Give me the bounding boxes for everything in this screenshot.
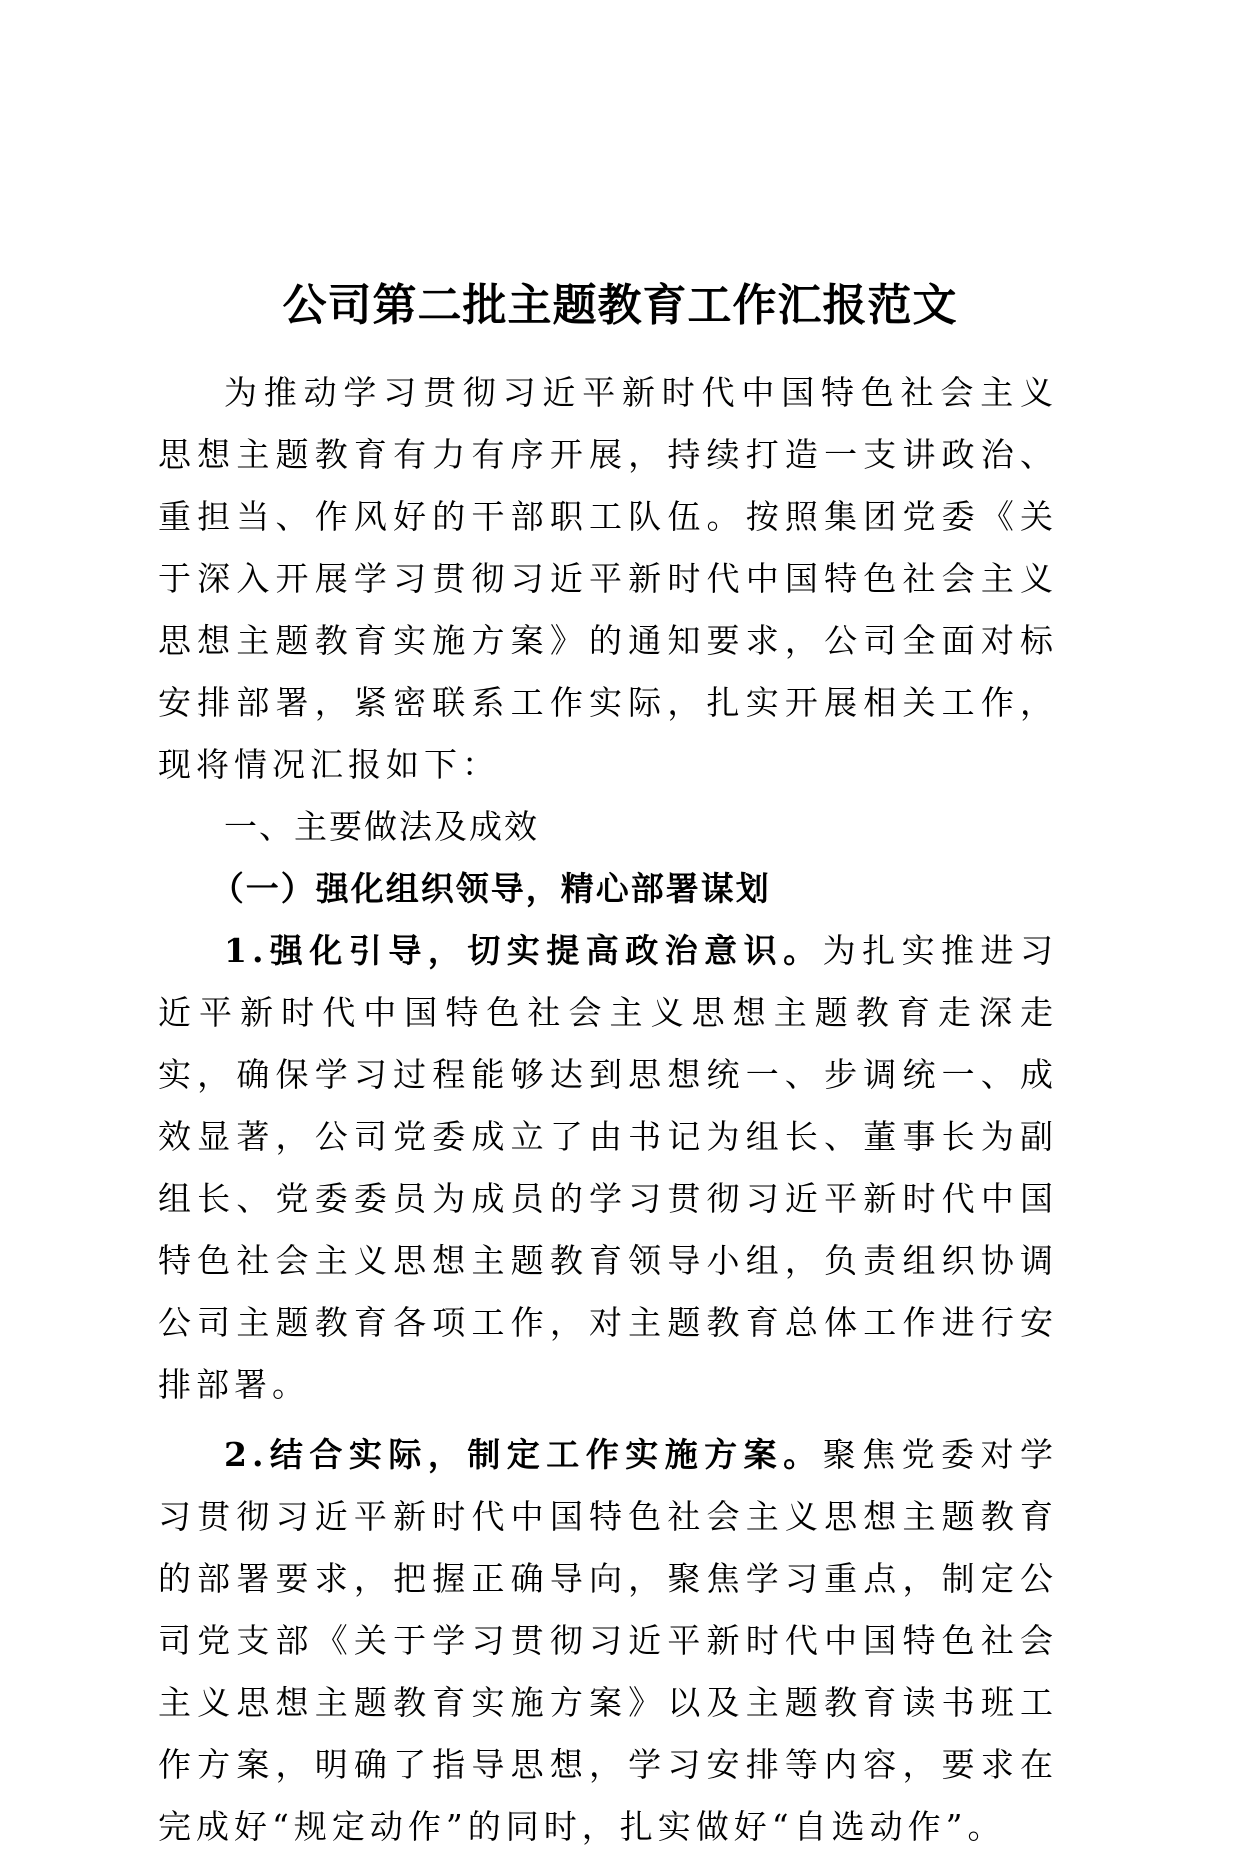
document-body [158,362,1058,1858]
item-1-text: 为扎实推进习近平新时代中国特色社会主义思想主题教育走深走实，确保学习过程能够达到思想统一、步调统一、成效显著，公司党委成立了由书记为组长、董事长为副组长、党委委员为成员的学习贯彻习近平新时代中国特色社会主义思想主题教育领导小组，负责组织协调公司主题教育各项工作，对主题教育总体工作进行安排部署。 [158,931,1059,1404]
item-paragraph-2 [158,1424,1058,1858]
item-1-lead: 1.强化引导，切实提高政治意识。 [224,931,823,970]
item-paragraph-1 [158,920,1058,1416]
item-2-lead: 2.结合实际，制定工作实施方案。 [224,1435,823,1474]
intro-paragraph: 为推动学习贯彻习近平新时代中国特色社会主义思想主题教育有力有序开展，持续打造一支讲政治、重担当、作风好的干部职工队伍。按照集团党委《关于深入开展学习贯彻习近平新时代中国特色社会主义思想主题教育实施方案》的通知要求，公司全面对标安排部署，紧密联系工作实际，扎实开展相关工作，现将情况汇报如下： [158,373,1058,784]
subsection-heading: （一）强化组织领导，精心部署谋划 [210,869,771,908]
section-heading: 一、主要做法及成效 [224,807,539,846]
document-title: 公司第二批主题教育工作汇报范文 [282,280,958,331]
item-2-text: 聚焦党委对学习贯彻习近平新时代中国特色社会主义思想主题教育的部署要求，把握正确导向，聚焦学习重点，制定公司党支部《关于学习贯彻习近平新时代中国特色社会主义思想主题教育实施方案》以及主题教育读书班工作方案，明确了指导思想，学习安排等内容，要求在完成好“规定动作”的同时，扎实做好“自选动作”。 [158,1435,1059,1846]
